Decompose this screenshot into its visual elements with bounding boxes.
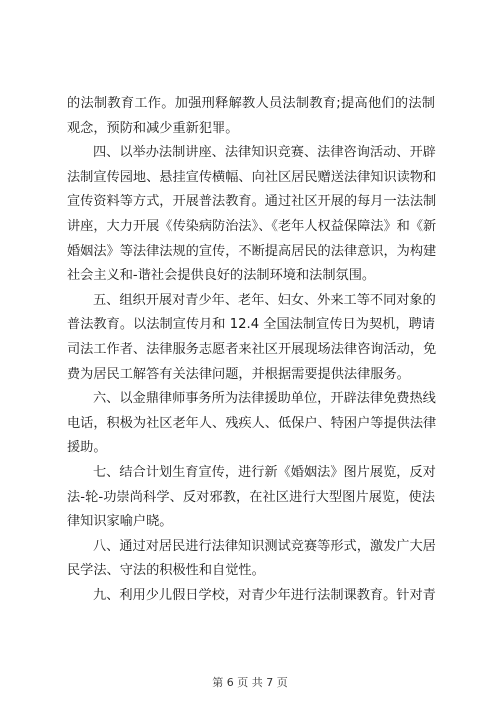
text-line: 律知识家喻户晓。 (67, 514, 173, 530)
document-body (67, 92, 435, 608)
text-line: 费为居民工解答有关法律问题，并根据需要提供法律服务。 (67, 366, 410, 382)
text-line: 司法工作者、法律服务志愿者来社区开展现场法律咨询活动，免 (67, 341, 437, 357)
text-line: 讲座，大力开展《传染病防治法》、《老年人权益保障法》和《新 (67, 218, 437, 234)
text-line: 社会主义和-谐社会提供良好的法制环境和法制氛围。 (67, 268, 376, 284)
text-line: 法-轮-功崇尚科学、反对邪教，在社区进行大型图片展览，使法 (67, 489, 435, 505)
paragraph-first-line: 六、以金鼎律师事务所为法律援助单位，开辟法律免费热线 (93, 391, 436, 407)
text-line: 电话，积极为社区老年人、残疾人、低保户、特困户等提供法律 (67, 415, 437, 431)
paragraph-first-line: 八、通过对居民进行法律知识测试竞赛等形式，激发广大居 (93, 538, 436, 554)
text-line: 的法制教育工作。加强刑释解教人员法制教育;提高他们的法制 (67, 96, 435, 111)
paragraph-first-line: 四、以举办法制讲座、法律知识竞赛、法律咨询活动、开辟 (93, 145, 436, 161)
text-line: 观念，预防和减少重新犯罪。 (67, 120, 239, 136)
page-footer: 第 6 页 共 7 页 (212, 676, 288, 689)
text-line: 普法教育。以法制宣传月和 12.4 全国法制宣传日为契机，聘请 (67, 317, 435, 333)
text-line: 婚姻法》等法律法规的宣传，不断提高居民的法律意识，为构建 (67, 243, 437, 259)
text-line: 宣传资料等方式，开展普法教育。通过社区开展的每月一法法制 (67, 194, 437, 210)
paragraph-first-line: 七、结合计划生育宣传，进行新《婚姻法》图片展览，反对 (93, 464, 436, 480)
text-line: 援助。 (67, 440, 107, 456)
paragraph-first-line: 九、利用少儿假日学校，对青少年进行法制课教育。针对青 (93, 587, 436, 603)
text-line: 法制宣传园地、悬挂宣传横幅、向社区居民赠送法律知识读物和 (67, 169, 437, 185)
text-line: 民学法、守法的积极性和自觉性。 (67, 563, 265, 579)
paragraph-first-line: 五、组织开展对青少年、老年、妇女、外来工等不同对象的 (93, 292, 436, 308)
